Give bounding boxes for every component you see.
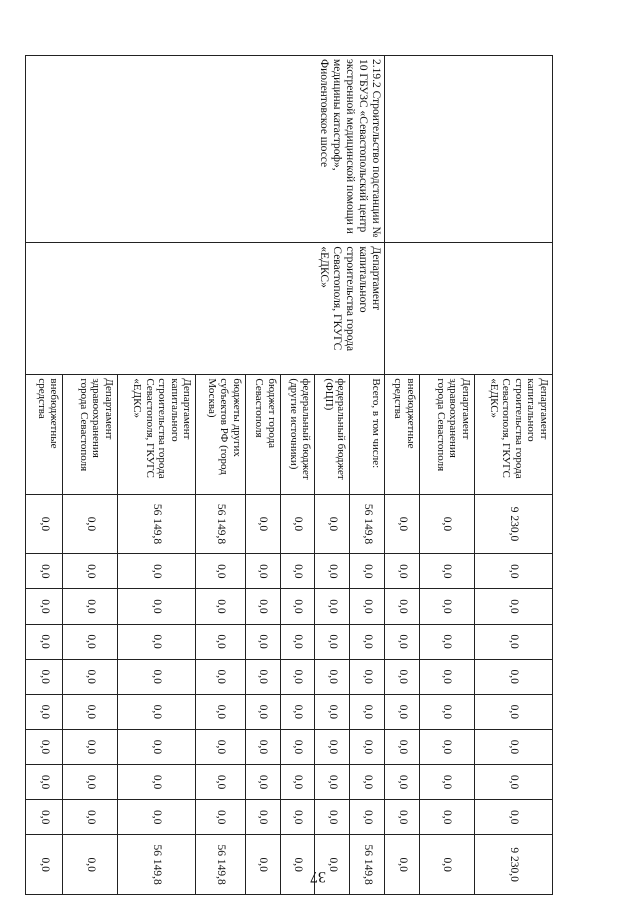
value-cell: 0,0 bbox=[280, 589, 315, 624]
value-cell: 0,0 bbox=[350, 694, 385, 729]
value-cell: 56 149,8 bbox=[196, 835, 245, 895]
value-cell: 0,0 bbox=[63, 624, 118, 659]
value-cell: 0,0 bbox=[350, 554, 385, 589]
value-cell: 0,0 bbox=[419, 765, 474, 800]
value-cell: 0,0 bbox=[117, 765, 195, 800]
value-cell: 0,0 bbox=[63, 494, 118, 554]
source-label: Департамент капитального строительства города Севастополя, ГКУГС «ЕДКС» bbox=[474, 375, 552, 494]
value-cell: 0,0 bbox=[117, 624, 195, 659]
value-cell: 0,0 bbox=[315, 835, 350, 895]
value-cell: 0,0 bbox=[474, 589, 552, 624]
source-label: бюджет города Севастополя bbox=[245, 375, 280, 494]
source-label: федеральный бюджет (ФЦП) bbox=[315, 375, 350, 494]
value-cell: 0,0 bbox=[196, 554, 245, 589]
value-cell: 0,0 bbox=[245, 659, 280, 694]
value-cell: 0,0 bbox=[419, 624, 474, 659]
value-cell: 0,0 bbox=[385, 729, 420, 764]
value-cell: 0,0 bbox=[26, 554, 63, 589]
value-cell: 0,0 bbox=[385, 554, 420, 589]
value-cell: 0,0 bbox=[350, 589, 385, 624]
value-cell: 0,0 bbox=[315, 624, 350, 659]
value-cell: 0,0 bbox=[245, 624, 280, 659]
value-cell: 0,0 bbox=[419, 729, 474, 764]
value-cell: 0,0 bbox=[350, 800, 385, 835]
value-cell: 0,0 bbox=[315, 765, 350, 800]
value-cell: 0,0 bbox=[280, 765, 315, 800]
value-cell: 0,0 bbox=[63, 694, 118, 729]
value-cell: 0,0 bbox=[26, 765, 63, 800]
value-cell: 0,0 bbox=[280, 554, 315, 589]
item-executor-cell bbox=[26, 243, 385, 375]
value-cell: 0,0 bbox=[315, 659, 350, 694]
value-cell: 0,0 bbox=[26, 624, 63, 659]
value-cell: 56 149,8 bbox=[196, 494, 245, 554]
value-cell: 0,0 bbox=[196, 800, 245, 835]
value-cell: 0,0 bbox=[419, 694, 474, 729]
value-cell: 0,0 bbox=[474, 659, 552, 694]
value-cell: 0,0 bbox=[350, 624, 385, 659]
value-cell: 0,0 bbox=[315, 800, 350, 835]
value-cell: 0,0 bbox=[350, 765, 385, 800]
value-cell: 0,0 bbox=[26, 494, 63, 554]
value-cell: 9 230,0 bbox=[474, 494, 552, 554]
item-name-cell bbox=[26, 56, 385, 243]
value-cell: 0,0 bbox=[63, 729, 118, 764]
value-cell: 0,0 bbox=[117, 589, 195, 624]
value-cell: 0,0 bbox=[63, 554, 118, 589]
value-cell: 56 149,8 bbox=[350, 835, 385, 895]
source-label: Всего, в том числе: bbox=[350, 375, 385, 494]
value-cell: 0,0 bbox=[385, 800, 420, 835]
value-cell: 0,0 bbox=[196, 659, 245, 694]
empty-name-cell bbox=[385, 56, 553, 243]
value-cell: 0,0 bbox=[350, 729, 385, 764]
value-cell: 0,0 bbox=[26, 835, 63, 895]
value-cell: 0,0 bbox=[419, 589, 474, 624]
value-cell: 0,0 bbox=[280, 659, 315, 694]
value-cell: 0,0 bbox=[315, 494, 350, 554]
value-cell: 0,0 bbox=[315, 694, 350, 729]
value-cell: 0,0 bbox=[63, 589, 118, 624]
value-cell: 0,0 bbox=[419, 554, 474, 589]
source-label: федеральный бюджет (другие источники) bbox=[280, 375, 315, 494]
value-cell: 0,0 bbox=[419, 800, 474, 835]
value-cell: 56 149,8 bbox=[350, 494, 385, 554]
value-cell: 0,0 bbox=[196, 624, 245, 659]
page-number: 37 bbox=[310, 868, 326, 885]
value-cell: 0,0 bbox=[26, 729, 63, 764]
value-cell: 0,0 bbox=[315, 554, 350, 589]
value-cell: 0,0 bbox=[63, 765, 118, 800]
value-cell: 0,0 bbox=[245, 765, 280, 800]
value-cell: 0,0 bbox=[474, 554, 552, 589]
item-executor: Департамент капитального строительства города Севастополя, ГКУГС «ЕДКС» bbox=[318, 246, 383, 352]
value-cell: 0,0 bbox=[26, 694, 63, 729]
value-cell: 0,0 bbox=[26, 659, 63, 694]
value-cell: 0,0 bbox=[385, 765, 420, 800]
source-label: Департамент здравоохранения города Севастополя bbox=[63, 375, 118, 494]
value-cell: 0,0 bbox=[474, 694, 552, 729]
value-cell: 0,0 bbox=[245, 800, 280, 835]
value-cell: 0,0 bbox=[385, 589, 420, 624]
value-cell: 0,0 bbox=[280, 624, 315, 659]
value-cell: 0,0 bbox=[385, 694, 420, 729]
value-cell: 0,0 bbox=[196, 589, 245, 624]
value-cell: 56 149,8 bbox=[117, 494, 195, 554]
value-cell: 0,0 bbox=[245, 835, 280, 895]
value-cell: 0,0 bbox=[26, 589, 63, 624]
value-cell: 0,0 bbox=[474, 800, 552, 835]
value-cell: 0,0 bbox=[245, 494, 280, 554]
value-cell: 0,0 bbox=[196, 694, 245, 729]
value-cell: 0,0 bbox=[196, 765, 245, 800]
value-cell: 0,0 bbox=[280, 494, 315, 554]
source-label: внебюджетные средства bbox=[385, 375, 420, 494]
value-cell: 0,0 bbox=[385, 494, 420, 554]
value-cell: 0,0 bbox=[474, 729, 552, 764]
value-cell: 0,0 bbox=[196, 729, 245, 764]
value-cell: 0,0 bbox=[26, 800, 63, 835]
source-label: Департамент здравоохранения города Севастополя bbox=[419, 375, 474, 494]
rotated-table-sheet bbox=[25, 55, 553, 895]
value-cell: 0,0 bbox=[245, 589, 280, 624]
value-cell: 0,0 bbox=[474, 624, 552, 659]
value-cell: 0,0 bbox=[117, 659, 195, 694]
source-label: Департамент капитального строительства города Севастополя, ГКУГС «ЕДКС» bbox=[117, 375, 195, 494]
value-cell: 0,0 bbox=[280, 694, 315, 729]
budget-table bbox=[25, 55, 553, 895]
item-name: 2.19.2 Строительство подстанции № 10 ГБУЗС «Севастопольский центр экстренной медицинской помощи и медицины катастроф», Фиолентовское шоссе bbox=[318, 59, 383, 238]
value-cell: 0,0 bbox=[63, 659, 118, 694]
value-cell: 0,0 bbox=[280, 800, 315, 835]
empty-executor-cell bbox=[385, 243, 553, 375]
value-cell: 0,0 bbox=[315, 729, 350, 764]
value-cell: 0,0 bbox=[245, 694, 280, 729]
value-cell: 0,0 bbox=[280, 729, 315, 764]
value-cell: 0,0 bbox=[117, 694, 195, 729]
value-cell: 0,0 bbox=[117, 554, 195, 589]
value-cell: 0,0 bbox=[385, 659, 420, 694]
source-label: внебюджетные средства bbox=[26, 375, 63, 494]
value-cell: 0,0 bbox=[117, 800, 195, 835]
value-cell: 0,0 bbox=[419, 835, 474, 895]
value-cell: 0,0 bbox=[117, 729, 195, 764]
value-cell: 0,0 bbox=[63, 800, 118, 835]
value-cell: 56 149,8 bbox=[117, 835, 195, 895]
row-top-dep-capital bbox=[474, 56, 552, 895]
value-cell: 0,0 bbox=[385, 624, 420, 659]
value-cell: 0,0 bbox=[63, 835, 118, 895]
value-cell: 0,0 bbox=[315, 589, 350, 624]
value-cell: 0,0 bbox=[245, 729, 280, 764]
value-cell: 0,0 bbox=[474, 765, 552, 800]
value-cell: 9 230,0 bbox=[474, 835, 552, 895]
source-label: бюджеты других субъектов РФ (город Москва) bbox=[196, 375, 245, 494]
value-cell: 0,0 bbox=[419, 494, 474, 554]
item-row bbox=[350, 56, 385, 895]
value-cell: 0,0 bbox=[419, 659, 474, 694]
value-cell: 0,0 bbox=[245, 554, 280, 589]
value-cell: 0,0 bbox=[280, 835, 315, 895]
value-cell: 0,0 bbox=[385, 835, 420, 895]
value-cell: 0,0 bbox=[350, 659, 385, 694]
